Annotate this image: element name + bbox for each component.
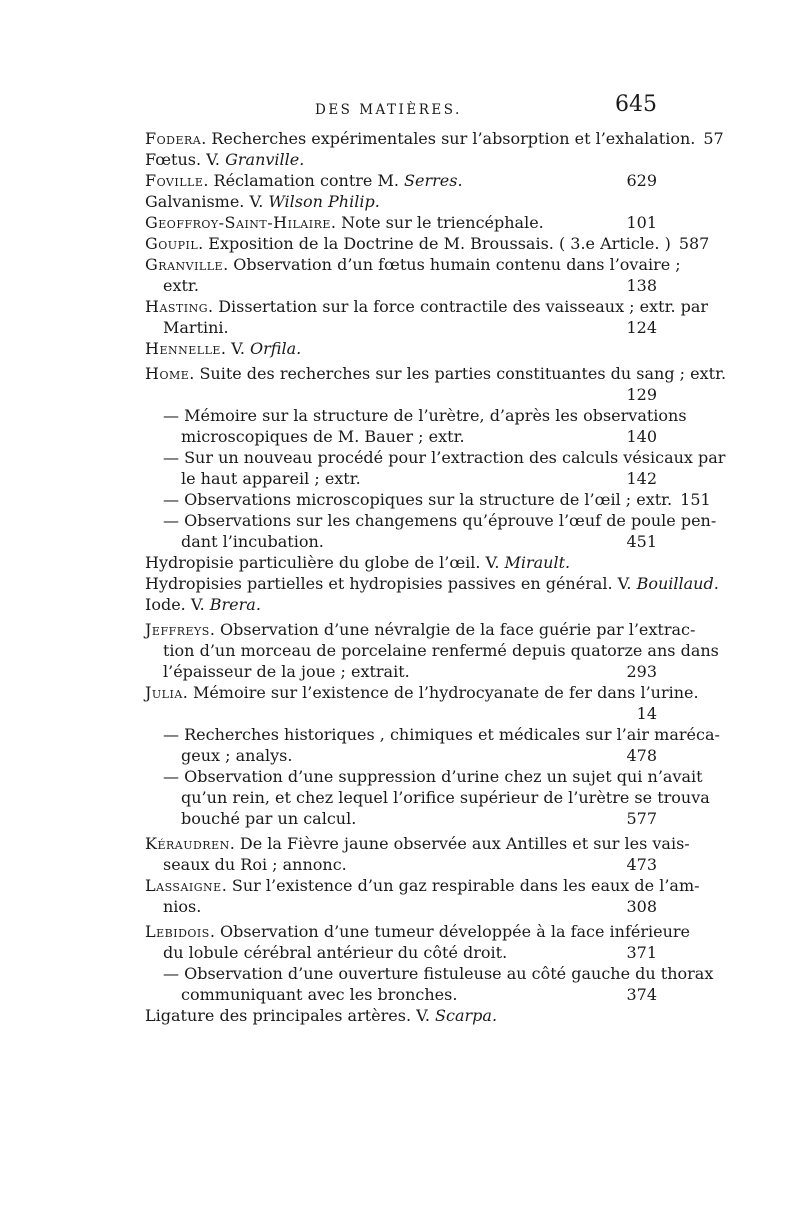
- entry-text: [145, 149, 304, 170]
- entry-body: le haut appareil ; extr.: [181, 469, 361, 488]
- index-line: [145, 682, 699, 703]
- author-name: Lebidois: [145, 922, 210, 941]
- entry-text: [163, 896, 201, 917]
- entry-body: du lobule cérébral antérieur du côté droit.: [163, 943, 508, 962]
- entry-text: [145, 552, 570, 573]
- entry-body: . De la Fièvre jaune observée aux Antilles et sur les vais-: [229, 834, 690, 853]
- page-reference: 371: [626, 943, 657, 962]
- author-name: Kéraudren: [145, 834, 230, 853]
- index-line: [145, 191, 657, 212]
- index-line: [145, 573, 719, 594]
- entry-text: [145, 254, 681, 275]
- author-name: Hennelle: [145, 339, 221, 358]
- index-line: [145, 426, 657, 447]
- cross-reference: Wilson Philip.: [268, 192, 380, 211]
- index-line: [145, 363, 727, 384]
- page-reference: 587: [678, 234, 710, 253]
- index-line: [145, 921, 691, 942]
- index-line: [145, 808, 657, 829]
- index-line: [145, 552, 657, 573]
- cross-reference: Serres.: [404, 171, 463, 190]
- entry-body: microscopiques de M. Bauer ; extr.: [181, 427, 465, 446]
- page-reference: 478: [626, 746, 657, 765]
- entry-text: [163, 661, 410, 682]
- entry-text: [163, 854, 347, 875]
- page-reference: 473: [626, 855, 657, 874]
- index-line: [145, 787, 710, 808]
- entry-text: [145, 875, 700, 896]
- page-reference: 308: [626, 897, 657, 916]
- index-line: [145, 640, 719, 661]
- page-reference: 142: [626, 469, 657, 488]
- entry-body: Hydropisie particulière du globe de l’œil. V.: [145, 553, 505, 572]
- page-reference: 293: [626, 662, 657, 681]
- entry-text: [145, 296, 708, 317]
- entry-text: [145, 594, 261, 615]
- running-head: DES MATIÈRES.: [315, 102, 462, 118]
- entry-body: . Recherches expérimentales sur l’absorption et l’exhalation.: [201, 129, 696, 148]
- author-name: Geoffroy-Saint-Hilaire: [145, 213, 331, 232]
- index-line: [145, 661, 657, 682]
- entry-body: Iode. V.: [145, 595, 210, 614]
- entry-body: . V.: [220, 339, 251, 358]
- entry-text: [145, 573, 719, 594]
- page-reference: 577: [626, 809, 657, 828]
- entry-body: . Mémoire sur l’existence de l’hydrocyanate de fer dans l’urine.: [182, 683, 699, 702]
- entry-body: seaux du Roi ; annonc.: [163, 855, 347, 874]
- index-line: [145, 531, 657, 552]
- page-reference: 151: [680, 490, 711, 509]
- index-line: [145, 875, 700, 896]
- index-line: [145, 724, 720, 745]
- entry-text: [181, 745, 292, 766]
- entry-body: . Réclamation contre M.: [203, 171, 405, 190]
- page-reference: 140: [626, 427, 657, 446]
- page-reference: 451: [626, 532, 657, 551]
- entry-body: . Suite des recherches sur les parties constituantes du sang ; extr.: [189, 364, 727, 383]
- entry-text: [163, 942, 507, 963]
- entry-body: . Observation d’une névralgie de la face guérie par l’extrac-: [209, 620, 696, 639]
- index-line: [145, 233, 710, 254]
- author-name: Hasting: [145, 297, 209, 316]
- index-line: [145, 149, 657, 170]
- author-name: Home: [145, 364, 190, 383]
- index-line: [145, 1005, 657, 1026]
- page-reference: 629: [626, 171, 657, 190]
- index-line: [145, 405, 687, 426]
- entry-text: [163, 489, 672, 510]
- author-name: Goupil: [145, 234, 199, 253]
- cross-reference: Bouillaud.: [636, 574, 719, 593]
- page-header: [145, 92, 657, 126]
- entry-body: bouché par un calcul.: [181, 809, 357, 828]
- page-reference: 57: [703, 129, 724, 148]
- index-line: [145, 128, 724, 149]
- entry-text: [145, 833, 690, 854]
- index-line: [145, 275, 657, 296]
- entry-body: — Sur un nouveau procédé pour l’extraction des calculs vésicaux par: [163, 448, 726, 467]
- entry-text: [145, 170, 463, 191]
- entry-body: Fœtus. V.: [145, 150, 226, 169]
- entry-text: [163, 275, 199, 296]
- page-reference: 374: [626, 985, 657, 1004]
- page-reference: 138: [626, 276, 657, 295]
- entry-text: [181, 468, 361, 489]
- index-line: [145, 745, 657, 766]
- entry-text: [145, 212, 544, 233]
- cross-reference: Orfila.: [250, 339, 302, 358]
- entry-body: . Dissertation sur la force contractile des vaisseaux ; extr. par: [208, 297, 709, 316]
- entry-body: — Recherches historiques , chimiques et médicales sur l’air maréca-: [163, 725, 720, 744]
- index-line: [145, 594, 657, 615]
- entry-text: [163, 447, 725, 468]
- entry-body: . Observation d’un fœtus humain contenu dans l’ovaire ;: [223, 255, 681, 274]
- author-name: Foville: [145, 171, 204, 190]
- entry-body: communiquant avec les bronches.: [181, 985, 458, 1004]
- index-line: [145, 942, 657, 963]
- entry-text: [145, 619, 695, 640]
- page-reference: 14: [636, 704, 657, 723]
- entry-body: nios.: [163, 897, 202, 916]
- entry-text: [181, 531, 324, 552]
- page-reference: 124: [626, 318, 657, 337]
- page-reference: 101: [626, 213, 657, 232]
- entry-text: [181, 426, 465, 447]
- index-line: [145, 833, 690, 854]
- cross-reference: Mirault.: [504, 553, 571, 572]
- cross-reference: Scarpa.: [435, 1006, 498, 1025]
- entry-text: [163, 963, 713, 984]
- entry-text: [145, 191, 380, 212]
- index-line: [145, 703, 657, 724]
- author-name: Granville: [145, 255, 224, 274]
- index-line: [145, 338, 657, 359]
- entry-body: dant l’incubation.: [181, 532, 324, 551]
- entry-body: — Observations microscopiques sur la structure de l’œil ; extr.: [163, 490, 673, 509]
- entry-body: Martini.: [163, 318, 229, 337]
- entry-text: [163, 766, 703, 787]
- index-line: [145, 854, 657, 875]
- entry-text: [163, 510, 716, 531]
- entry-body: — Mémoire sur la structure de l’urètre, d’après les observations: [163, 406, 687, 425]
- index-line: [145, 766, 703, 787]
- entry-body: . Note sur le triencéphale.: [330, 213, 544, 232]
- index-line: [145, 896, 657, 917]
- index-line: [145, 963, 714, 984]
- index-line: [145, 447, 726, 468]
- index-line: [145, 170, 657, 191]
- author-name: Jeffreys: [145, 620, 210, 639]
- entry-text: [145, 233, 671, 254]
- entry-body: . Sur l’existence d’un gaz respirable dans les eaux de l’am-: [221, 876, 700, 895]
- entry-text: [145, 1005, 497, 1026]
- index-line: [145, 212, 657, 233]
- index-line: [145, 468, 657, 489]
- entry-text: [181, 808, 356, 829]
- entry-body: — Observations sur les changemens qu’éprouve l’œuf de poule pen-: [163, 511, 717, 530]
- entry-text: [163, 640, 719, 661]
- entry-text: [181, 787, 710, 808]
- entry-body: qu’un rein, et chez lequel l’orifice supérieur de l’urètre se trouva: [181, 788, 710, 807]
- index-line: [145, 984, 657, 1005]
- entry-text: [163, 724, 720, 745]
- entry-body: Hydropisies partielles et hydropisies passives en général. V.: [145, 574, 637, 593]
- author-name: Lassaigne: [145, 876, 222, 895]
- page-number: 645: [615, 92, 657, 117]
- cross-reference: Granville.: [225, 150, 305, 169]
- entry-text: [163, 317, 229, 338]
- index-line: [145, 510, 717, 531]
- entry-text: [181, 984, 457, 1005]
- index-line: [145, 619, 696, 640]
- author-name: Julia: [145, 683, 183, 702]
- entry-body: . Exposition de la Doctrine de M. Broussais. ( 3.e Article. ): [198, 234, 671, 253]
- entry-text: [145, 338, 301, 359]
- entry-body: geux ; analys.: [181, 746, 293, 765]
- index-line: [145, 489, 711, 510]
- entry-text: [145, 363, 726, 384]
- index-line: [145, 317, 657, 338]
- index-line: [145, 296, 709, 317]
- entry-body: tion d’un morceau de porcelaine renfermé depuis quatorze ans dans: [163, 641, 719, 660]
- entry-text: [145, 682, 699, 703]
- entry-body: Galvanisme. V.: [145, 192, 269, 211]
- page-reference: 129: [626, 385, 657, 404]
- index-entries: [145, 128, 727, 1026]
- index-line: [145, 384, 657, 405]
- author-name: Fodera: [145, 129, 202, 148]
- index-line: [145, 254, 681, 275]
- entry-text: [163, 405, 687, 426]
- cross-reference: Brera.: [209, 595, 261, 614]
- entry-body: extr.: [163, 276, 199, 295]
- entry-body: l’épaisseur de la joue ; extrait.: [163, 662, 410, 681]
- entry-body: . Observation d’une tumeur développée à la face inférieure: [209, 922, 691, 941]
- entry-body: — Observation d’une ouverture fistuleuse au côté gauche du thorax: [163, 964, 714, 983]
- entry-body: Ligature des principales artères. V.: [145, 1006, 436, 1025]
- entry-text: [145, 921, 690, 942]
- entry-text: [145, 128, 695, 149]
- entry-body: — Observation d’une suppression d’urine chez un sujet qui n’avait: [163, 767, 703, 786]
